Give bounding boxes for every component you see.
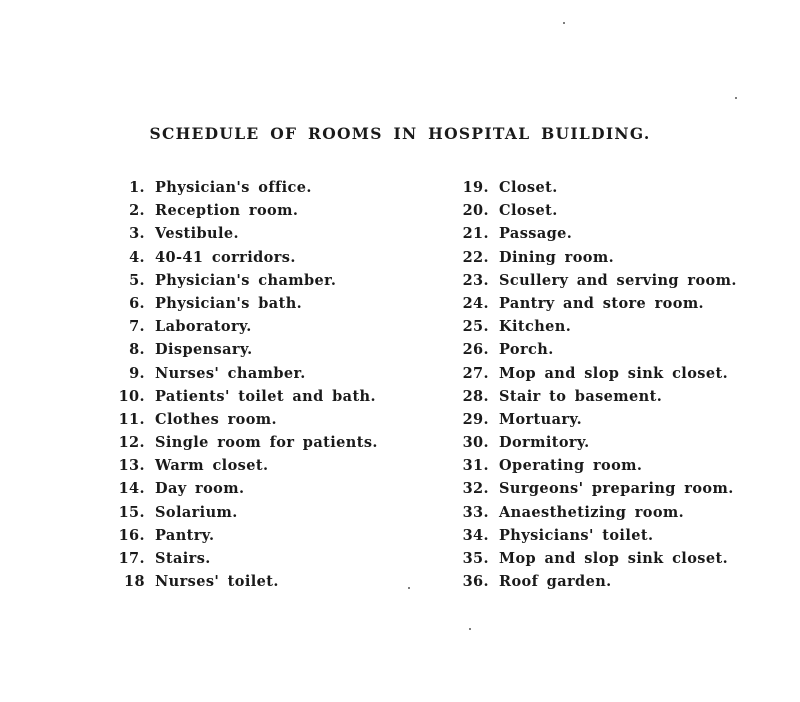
room-list-left [100, 176, 378, 593]
room-number: 32. [462, 480, 489, 498]
room-list-item [100, 292, 378, 315]
room-list-item [446, 222, 737, 245]
room-list-item [100, 176, 378, 199]
room-number: 35. [462, 550, 489, 567]
room-list-item [446, 477, 737, 500]
room-number: 18 [124, 573, 145, 591]
room-number: 25. [462, 318, 489, 336]
room-number: 27. [462, 364, 489, 382]
room-name: Dormitory. [499, 434, 590, 452]
room-name: Physician's chamber. [155, 271, 337, 289]
room-number: 36. [462, 573, 489, 591]
scan-speck [469, 628, 471, 630]
room-number: 16. [118, 526, 145, 544]
room-number: 2. [129, 202, 145, 220]
room-list-item [100, 315, 378, 338]
room-name: Pantry and store room. [499, 294, 705, 312]
room-list-item [100, 222, 378, 245]
room-list-item [100, 362, 378, 385]
room-name: Scullery and serving room. [499, 271, 737, 289]
room-name: Physician's bath. [155, 294, 303, 312]
room-list-item [446, 524, 737, 547]
room-number: 22. [462, 248, 489, 266]
room-name: Mop and slop sink closet. [499, 364, 729, 382]
room-list-item [446, 501, 737, 524]
room-list-item [446, 362, 737, 385]
room-name: Pantry. [155, 526, 215, 544]
room-name: Warm closet. [155, 457, 269, 475]
room-number: 11. [118, 410, 145, 428]
room-list-item [100, 338, 378, 361]
room-name: Laboratory. [155, 318, 252, 336]
room-list-right [446, 176, 737, 593]
room-list-item [100, 385, 378, 408]
room-list-item [446, 315, 737, 338]
room-number: 12. [118, 434, 145, 452]
scan-speck [735, 97, 737, 99]
room-list-item [100, 199, 378, 222]
room-number: 19. [462, 179, 489, 196]
room-list-item [446, 547, 737, 570]
room-list-item [446, 246, 737, 269]
room-name: Solarium. [155, 503, 238, 521]
room-number: 20. [462, 202, 489, 220]
room-number: 14. [118, 480, 145, 498]
room-name: Anaesthetizing room. [499, 503, 685, 521]
room-number: 7. [129, 318, 145, 336]
document-title: SCHEDULE OF ROOMS IN HOSPITAL BUILDING. [149, 124, 651, 143]
room-number: 34. [462, 526, 489, 544]
room-name: Patients' toilet and bath. [155, 387, 376, 405]
room-name: Surgeons' preparing room. [499, 480, 734, 498]
room-name: Clothes room. [155, 410, 277, 428]
room-number: 9. [129, 364, 145, 382]
room-name: Passage. [499, 225, 573, 243]
room-name: Dispensary. [155, 341, 253, 359]
room-list-item [446, 431, 737, 454]
room-name: Operating room. [499, 457, 643, 475]
room-list-item [446, 408, 737, 431]
room-name: Physician's office. [155, 179, 312, 196]
room-number: 6. [129, 294, 145, 312]
room-list-item [100, 524, 378, 547]
room-list-item [446, 570, 737, 593]
room-name: Mop and slop sink closet. [499, 550, 729, 567]
room-name: Closet. [499, 202, 558, 220]
room-list-item [100, 547, 378, 570]
room-number: 10. [118, 387, 145, 405]
room-number: 28. [462, 387, 489, 405]
room-list-item [446, 292, 737, 315]
room-number: 26. [462, 341, 489, 359]
room-number: 15. [118, 503, 145, 521]
room-name: Closet. [499, 179, 558, 196]
room-number: 8. [129, 341, 145, 359]
room-name: Single room for patients. [155, 434, 378, 452]
room-number: 3. [129, 225, 145, 243]
scan-speck [408, 587, 410, 589]
scan-speck [563, 22, 565, 24]
room-number: 1. [129, 179, 145, 196]
room-name: Roof garden. [499, 573, 612, 591]
room-list-item [446, 176, 737, 199]
room-number: 17. [118, 550, 145, 567]
room-name: 40-41 corridors. [155, 248, 296, 266]
room-number: 4. [129, 248, 145, 266]
room-list-item [100, 431, 378, 454]
room-name: Nurses' chamber. [155, 364, 306, 382]
room-list-item [446, 269, 737, 292]
room-name: Physicians' toilet. [499, 526, 654, 544]
room-name: Kitchen. [499, 318, 572, 336]
room-number: 21. [462, 225, 489, 243]
room-name: Day room. [155, 480, 245, 498]
room-number: 29. [462, 410, 489, 428]
room-name: Reception room. [155, 202, 299, 220]
room-number: 23. [462, 271, 489, 289]
room-list-item [100, 454, 378, 477]
room-list-item [446, 338, 737, 361]
room-number: 5. [129, 271, 145, 289]
room-list-item [100, 246, 378, 269]
room-list-item [100, 269, 378, 292]
room-list-item [100, 408, 378, 431]
room-number: 33. [462, 503, 489, 521]
room-number: 31. [462, 457, 489, 475]
room-list-item [446, 454, 737, 477]
room-list-item [100, 570, 378, 593]
room-name: Vestibule. [155, 225, 239, 243]
room-name: Porch. [499, 341, 554, 359]
room-list-item [100, 477, 378, 500]
room-name: Stairs. [155, 550, 211, 567]
room-list-item [446, 385, 737, 408]
room-number: 24. [462, 294, 489, 312]
room-list-item [100, 501, 378, 524]
room-list-item [446, 199, 737, 222]
room-number: 13. [118, 457, 145, 475]
room-number: 30. [462, 434, 489, 452]
room-name: Nurses' toilet. [155, 573, 279, 591]
room-name: Stair to basement. [499, 387, 663, 405]
room-name: Dining room. [499, 248, 615, 266]
room-name: Mortuary. [499, 410, 583, 428]
